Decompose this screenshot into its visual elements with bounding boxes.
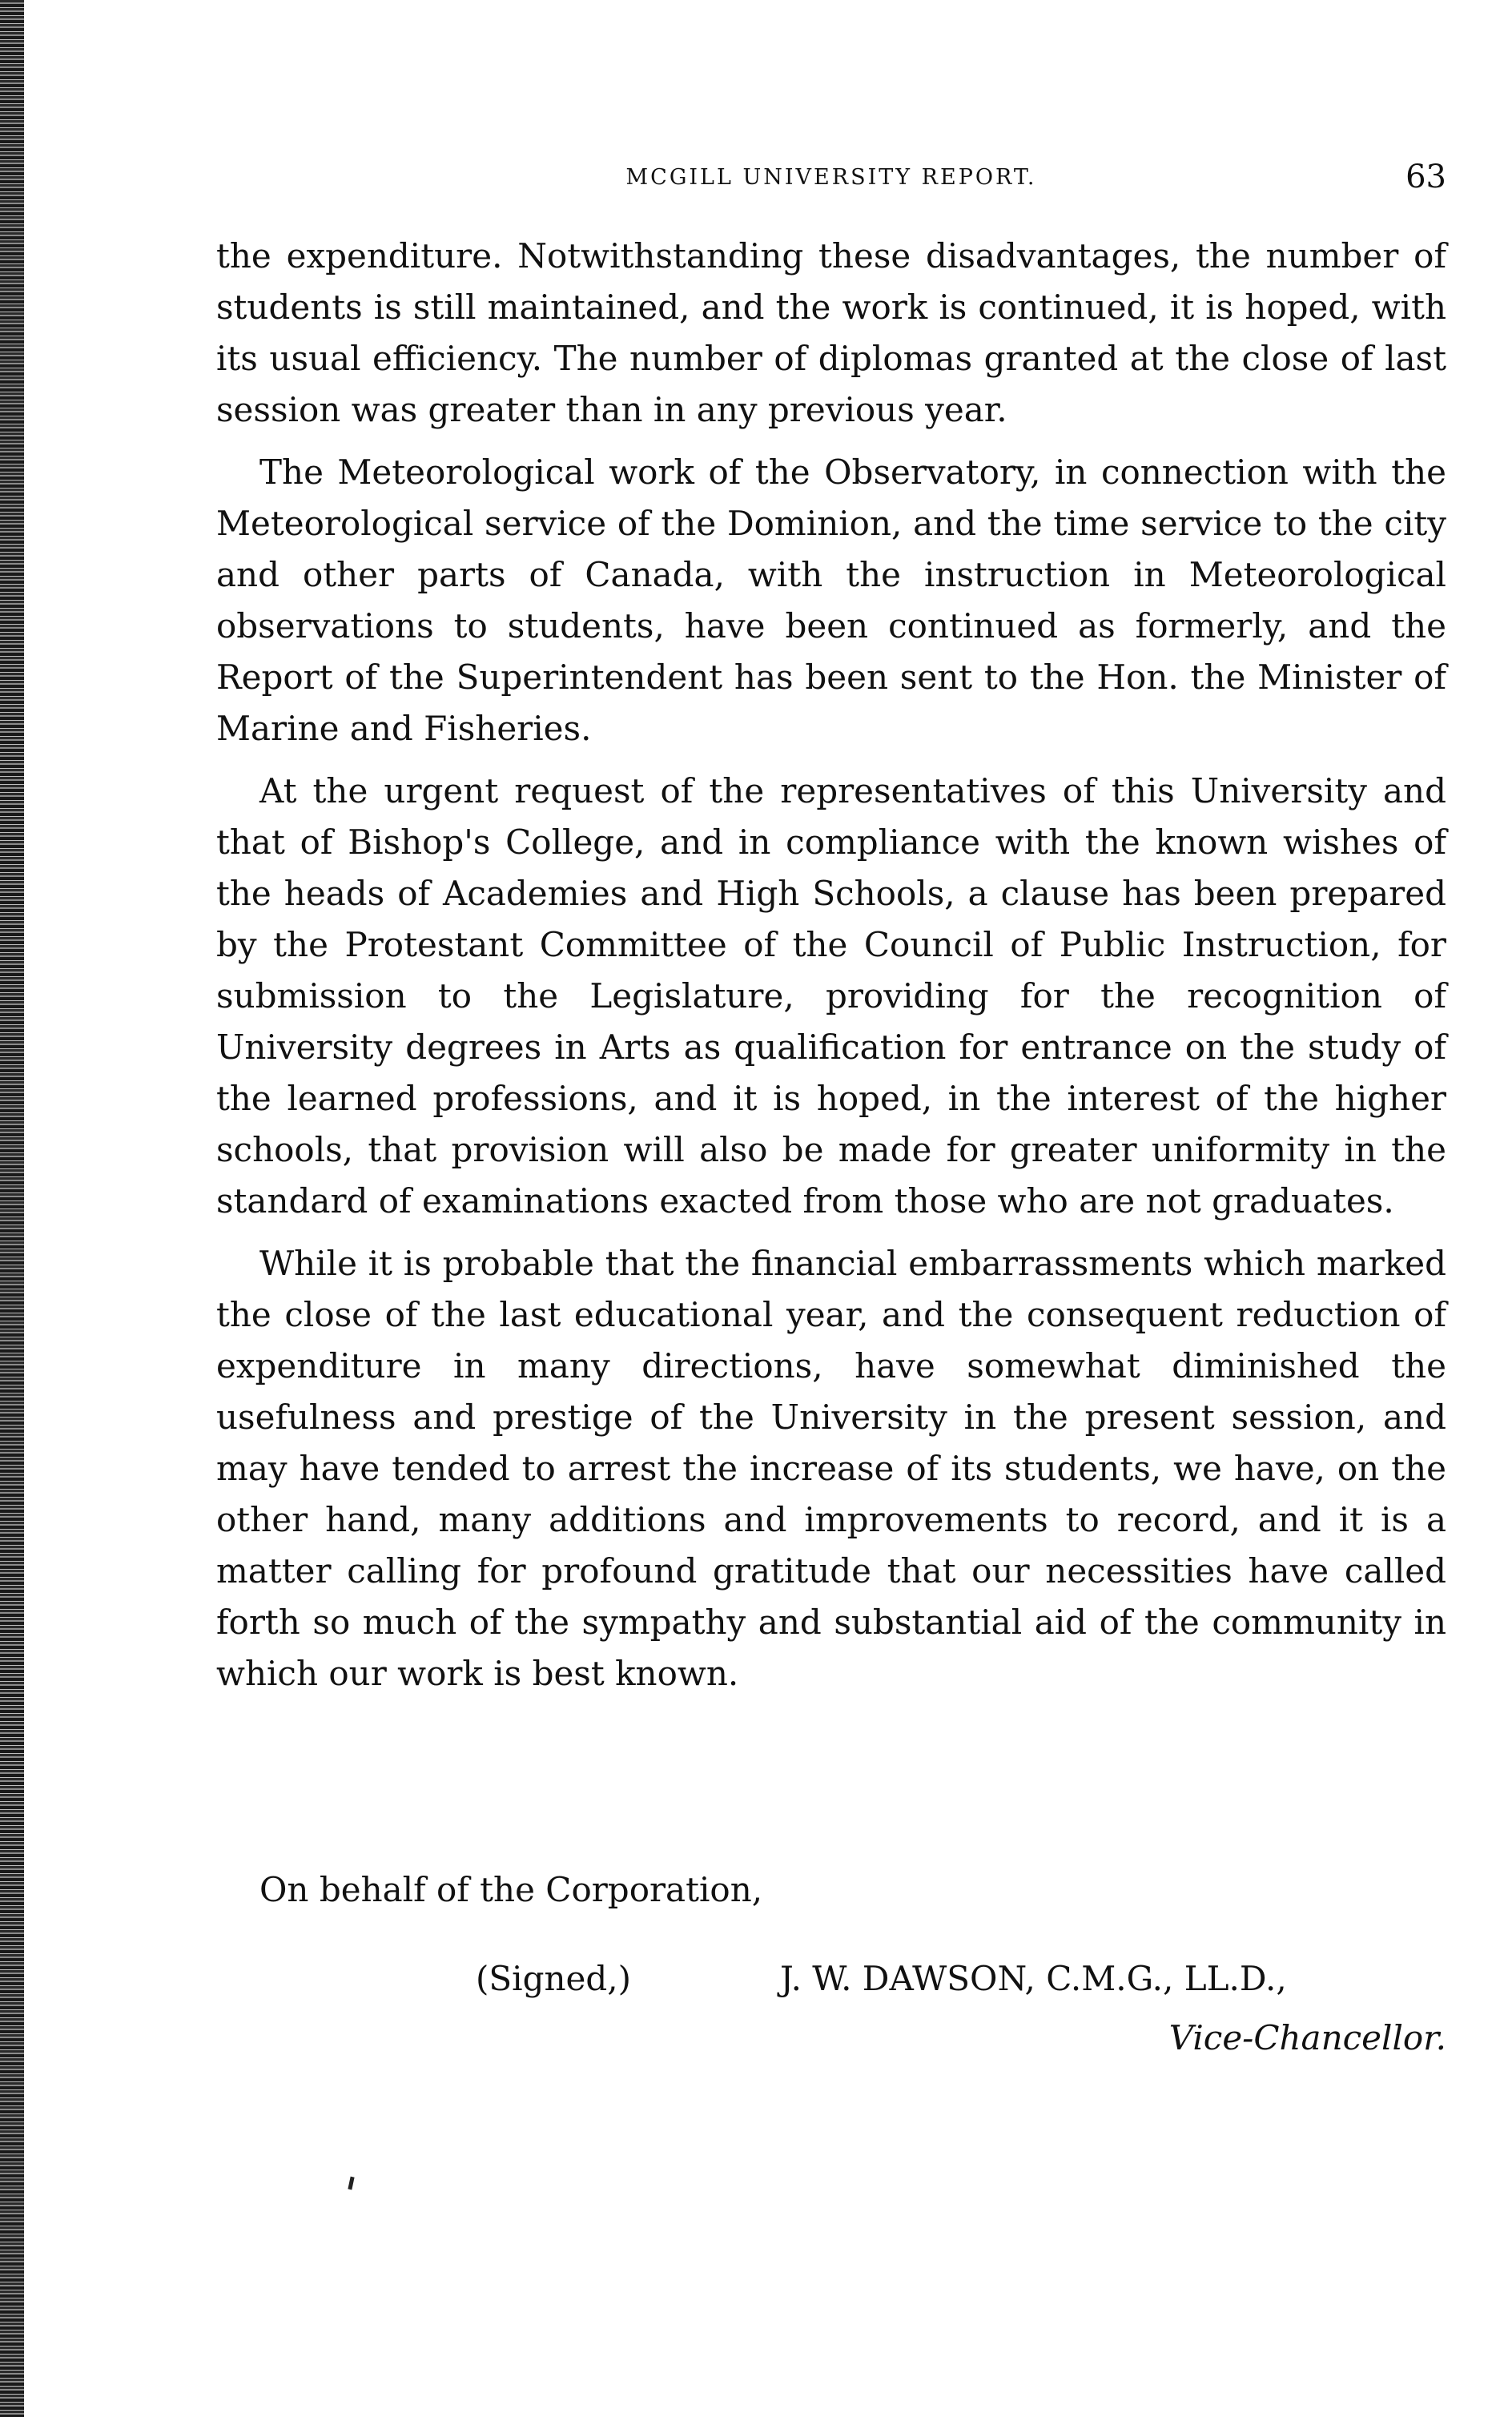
report-body bbox=[216, 231, 1446, 1711]
closing-line: On behalf of the Corporation, bbox=[259, 1870, 763, 1909]
ink-speck bbox=[348, 2177, 354, 2190]
binding-edge bbox=[0, 0, 24, 2417]
paragraph-meteorological: The Meteorological work of the Observatory, in connection with the Meteorological service of the Dominion, and the time service to the city and other parts of Canada, with the instruction in Meteorological observations to students, have been continued as formerly, and the Report of the Superintendent has been sent to the Hon. the Minister of Marine and Fisheries. bbox=[216, 452, 1446, 748]
signed-label: (Signed,) bbox=[476, 1959, 632, 1998]
paragraph-expenditure: the expenditure. Notwithstanding these disadvantages, the number of students is still maintained, and the work is continued, it is hoped, with its usual efficiency. The number of diplomas granted at the close of last session was greater than in any previous year. bbox=[216, 236, 1446, 429]
page-number: 63 bbox=[1405, 159, 1446, 195]
paragraph-degrees-clause: At the urgent request of the representatives of this University and that of Bishop's College, and in compliance with the known wishes of the heads of Academies and High Schools, a clause has been prepared by the Protestant Committee of the Council of Public Instruction, for submission to the Legislature, providing for the recognition of University degrees in Arts as qualification for entrance on the study of the learned professions, and it is hoped, in the interest of the higher schools, that provision will also be made for greater uniformity in the standard of examinations exacted from those who are not graduates. bbox=[216, 771, 1446, 1221]
page-header bbox=[216, 159, 1446, 199]
signatory-name: J. W. DAWSON, C.M.G., LL.D., bbox=[780, 1959, 1287, 1998]
paragraph-financial: While it is probable that the financial embarrassments which marked the close of the last educational year, and the consequent reduction of expenditure in many directions, have somewhat diminished the usefulness and prestige of the University in the present session, and may have tended to arrest the increase of its students, we have, on the other hand, many additions and improvements to record, and it is a matter calling for profound gratitude that our necessities have called forth so much of the sympathy and substantial aid of the community in which our work is best known. bbox=[216, 1244, 1446, 1693]
signatory-title: Vice-Chancellor. bbox=[1168, 2018, 1446, 2057]
running-head: MCGILL UNIVERSITY REPORT. bbox=[625, 165, 1037, 190]
